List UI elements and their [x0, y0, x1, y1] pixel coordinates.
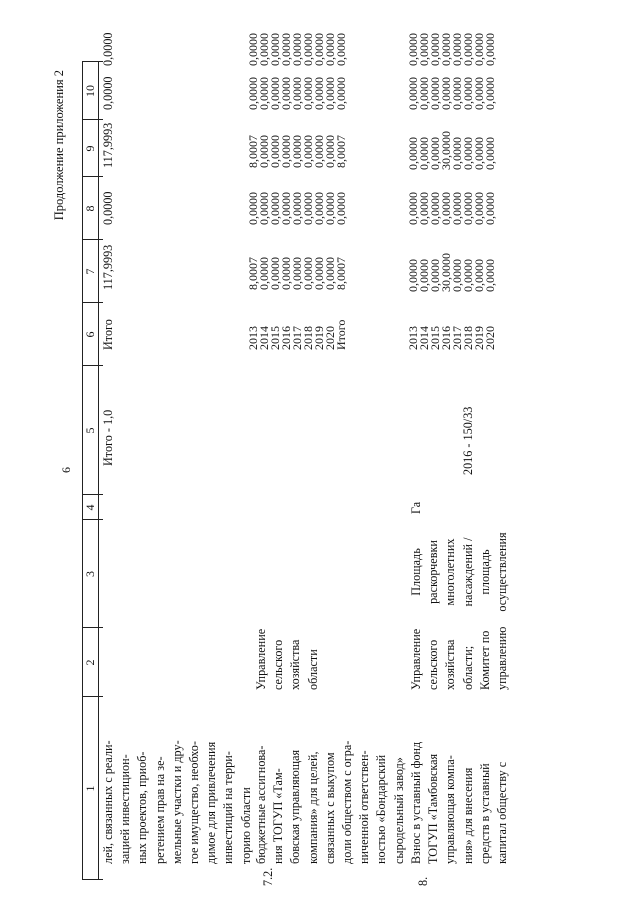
row-72-col7 [248, 192, 347, 225]
value-cell: 0,0000 [450, 259, 464, 292]
value-cell: 0,0000 [257, 192, 271, 225]
value-cell: 0,0000 [417, 33, 431, 66]
year-cell: 2017 [450, 326, 464, 350]
value-cell: 0,0000 [428, 192, 442, 225]
value-cell: 0,0000 [417, 192, 431, 225]
value-cell: 0,0000 [279, 33, 293, 66]
responsible-line: области; [460, 645, 475, 690]
responsible-line: управлению [495, 626, 510, 690]
row-8-indicator [408, 522, 511, 622]
description-line: бовская управляющая [288, 749, 303, 864]
description-line: гое имущество, необхо- [187, 741, 202, 864]
value-cell: 0,0000 [312, 192, 326, 225]
description-line: сыродельный завод» [391, 757, 406, 864]
value-cell: 0,0000 [312, 33, 326, 66]
value-cell: 0,0000 [279, 257, 293, 290]
value-cell: 0,0000 [334, 192, 348, 225]
year-cell: 2016 [279, 326, 293, 350]
value-cell: 0,0000 [439, 77, 453, 110]
value-cell: 0,0000 [257, 33, 271, 66]
description-line: димое для привлечения [204, 741, 219, 864]
value-cell: 0,0000 [461, 33, 475, 66]
description-line: ностью «Бондарский [374, 754, 389, 864]
value-cell: 0,0000 [312, 135, 326, 168]
description-line: мельные участки и дру- [169, 740, 184, 864]
row-8-responsible [408, 627, 511, 690]
description-line: связанных с выкупом [322, 752, 337, 864]
year-cell: 2014 [417, 326, 431, 350]
column-number: 9 [83, 145, 97, 152]
row-72-description [253, 741, 408, 864]
value-cell: 0,0000 [483, 137, 497, 170]
page-number: 6 [59, 467, 73, 473]
indicator-line: осуществления [495, 532, 510, 612]
value-cell: 0,0000 [268, 192, 282, 225]
value-cell: 8,0007 [246, 135, 260, 168]
value-cell: 0,0000 [279, 77, 293, 110]
row-prev-col7: 0,0000 [101, 191, 115, 225]
value-cell: 0,0000 [279, 135, 293, 168]
value-cell: 0,0000 [461, 77, 475, 110]
row-prev-description [100, 740, 255, 864]
year-cell: 2013 [246, 326, 260, 350]
row-8-unit: Га [409, 501, 423, 514]
value-cell: 0,0000 [472, 33, 486, 66]
value-cell: 0,0000 [301, 192, 315, 225]
value-cell: 0,0000 [417, 259, 431, 292]
year-cell: 2018 [301, 326, 315, 350]
row-8-years [408, 326, 496, 350]
description-line: бюджетные ассигнова- [254, 745, 268, 864]
indicator-line: раскорчевки [426, 540, 441, 604]
row-prev-col6-label: Итого [101, 319, 115, 350]
indicator-line: насаждений / [460, 537, 475, 607]
description-line: управляющая компа- [443, 755, 458, 864]
column-number: 3 [83, 571, 97, 577]
value-cell: 0,0000 [323, 257, 337, 290]
responsible-line: Управление [409, 628, 423, 690]
description-line: компания» для целей, [305, 751, 320, 864]
value-cell: 0,0000 [450, 77, 464, 110]
value-cell: 0,0000 [450, 33, 464, 66]
value-cell: 0,0000 [439, 192, 453, 225]
year-cell: 2020 [323, 326, 337, 350]
value-cell: 0,0000 [246, 33, 260, 66]
value-cell: 0,0000 [312, 257, 326, 290]
description-line: доли обществом с огра- [340, 740, 355, 864]
year-cell: 2018 [461, 326, 475, 350]
value-cell: 0,0000 [323, 77, 337, 110]
value-cell: 0,0000 [483, 33, 497, 66]
row-72-col8 [248, 135, 347, 168]
row-prev-col6-value: 117,9993 [101, 244, 115, 290]
value-cell: 0,0000 [279, 192, 293, 225]
row-72-years [248, 320, 347, 350]
header-bottom-border [98, 62, 99, 880]
row-prev-col8: 117,9993 [101, 122, 115, 168]
value-cell: 0,0000 [428, 137, 442, 170]
value-cell: 0,0000 [472, 259, 486, 292]
row-8-col10 [408, 33, 496, 66]
row-8-col8 [408, 131, 496, 170]
value-cell: 0,0000 [246, 192, 260, 225]
description-line: торию области [238, 787, 253, 864]
row-8-description [408, 742, 511, 864]
responsible-line: хозяйства [443, 639, 458, 690]
value-cell: 0,0000 [268, 257, 282, 290]
column-number: 7 [83, 268, 97, 275]
value-cell: 0,0000 [406, 77, 420, 110]
description-line: средств в уставный [477, 763, 492, 864]
description-line: капитал обществу с [495, 761, 510, 864]
column-number: 5 [83, 427, 97, 434]
value-cell: 0,0000 [312, 77, 326, 110]
indicator-line: площадь [477, 549, 492, 595]
value-cell: 0,0000 [323, 33, 337, 66]
description-line: зацией инвестицион- [118, 754, 133, 864]
value-cell: 0,0000 [301, 257, 315, 290]
year-cell: Итого [334, 319, 348, 350]
value-cell: 0,0000 [472, 77, 486, 110]
value-cell: 0,0000 [483, 259, 497, 292]
value-cell: 0,0000 [301, 135, 315, 168]
value-cell: 0,0000 [406, 259, 420, 292]
value-cell: 0,0000 [450, 192, 464, 225]
description-line: ния ТОГУП «Там- [271, 768, 286, 864]
description-line: ных проектов, приоб- [135, 751, 150, 864]
value-cell: 0,0000 [428, 259, 442, 292]
responsible-line: области [305, 649, 320, 690]
year-cell: 2015 [428, 326, 442, 350]
row-72-responsible [253, 629, 322, 690]
value-cell: 8,0007 [334, 135, 348, 168]
column-number: 6 [83, 331, 97, 338]
value-cell: 0,0000 [483, 192, 497, 225]
year-cell: 2014 [257, 326, 271, 350]
value-cell: 0,0000 [461, 137, 475, 170]
description-line: лей, связанных с реали- [101, 740, 115, 864]
rotated-table-page [30, 32, 610, 886]
value-cell: 0,0000 [323, 135, 337, 168]
value-cell: 0,0000 [428, 33, 442, 66]
value-cell: 0,0000 [290, 135, 304, 168]
responsible-line: Комитет по [477, 630, 492, 690]
description-line: ния» для внесения [460, 767, 475, 864]
value-cell: 30,0000 [439, 253, 453, 292]
year-cell: 2016 [439, 326, 453, 350]
indicator-line: Площадь [409, 548, 423, 596]
value-cell: 0,0000 [472, 137, 486, 170]
description-line: инвестиций на терри- [221, 751, 236, 864]
column-number: 1 [83, 785, 97, 792]
row-8-target: 2016 - 150/33 [461, 406, 475, 475]
year-cell: 2020 [483, 326, 497, 350]
value-cell: 0,0000 [257, 135, 271, 168]
description-line: ретением прав на зе- [152, 756, 167, 864]
value-cell: 0,0000 [301, 33, 315, 66]
value-cell: 0,0000 [301, 77, 315, 110]
row-72-col10 [248, 33, 347, 66]
row-72-col9 [248, 77, 347, 110]
year-cell: 2017 [290, 326, 304, 350]
value-cell: 0,0000 [334, 33, 348, 66]
column-number: 8 [83, 205, 97, 212]
responsible-line: сельского [426, 639, 441, 690]
value-cell: 0,0000 [406, 192, 420, 225]
column-number: 2 [83, 659, 97, 666]
description-line: ТОГУП «Тамбовская [426, 753, 441, 864]
row-8-col9 [408, 77, 496, 110]
row-72-col6 [248, 257, 347, 290]
value-cell: 0,0000 [461, 192, 475, 225]
row-prev-col5: Итого - 1,0 [101, 409, 115, 466]
responsible-line: Управление [254, 628, 268, 690]
value-cell: 0,0000 [290, 257, 304, 290]
continuation-title: Продолжение приложения 2 [52, 70, 66, 221]
description-line: Взнос в уставный фонд [409, 741, 423, 864]
year-cell: 2015 [268, 326, 282, 350]
row-prev-col10: 0,0000 [101, 32, 115, 66]
value-cell: 8,0007 [334, 257, 348, 290]
value-cell: 0,0000 [428, 77, 442, 110]
value-cell: 0,0000 [439, 33, 453, 66]
value-cell: 0,0000 [483, 77, 497, 110]
row-72-number: 7.2. [261, 867, 275, 886]
value-cell: 0,0000 [417, 137, 431, 170]
value-cell: 0,0000 [290, 33, 304, 66]
row-8-col7 [408, 192, 496, 225]
responsible-line: сельского [271, 639, 286, 690]
value-cell: 0,0000 [334, 77, 348, 110]
column-number: 4 [83, 504, 97, 511]
column-number: 10 [83, 85, 97, 97]
value-cell: 0,0000 [406, 33, 420, 66]
year-cell: 2019 [472, 326, 486, 350]
value-cell: 0,0000 [257, 77, 271, 110]
year-cell: 2013 [406, 326, 420, 350]
description-line: ниченной ответствен- [357, 750, 372, 864]
value-cell: 0,0000 [268, 77, 282, 110]
value-cell: 0,0000 [461, 259, 475, 292]
value-cell: 0,0000 [406, 137, 420, 170]
value-cell: 0,0000 [417, 77, 431, 110]
value-cell: 0,0000 [257, 257, 271, 290]
row-8-number: 8. [416, 876, 430, 886]
value-cell: 8,0007 [246, 257, 260, 290]
value-cell: 0,0000 [246, 77, 260, 110]
row-8-col6 [408, 253, 496, 292]
row-prev-col9: 0,0000 [101, 76, 115, 110]
value-cell: 0,0000 [290, 77, 304, 110]
value-cell: 0,0000 [472, 192, 486, 225]
value-cell: 0,0000 [268, 135, 282, 168]
indicator-line: многолетних [443, 538, 458, 606]
responsible-line: хозяйства [288, 639, 303, 690]
value-cell: 0,0000 [323, 192, 337, 225]
value-cell: 30,0000 [439, 131, 453, 170]
value-cell: 0,0000 [450, 137, 464, 170]
value-cell: 0,0000 [290, 192, 304, 225]
year-cell: 2019 [312, 326, 326, 350]
value-cell: 0,0000 [268, 33, 282, 66]
